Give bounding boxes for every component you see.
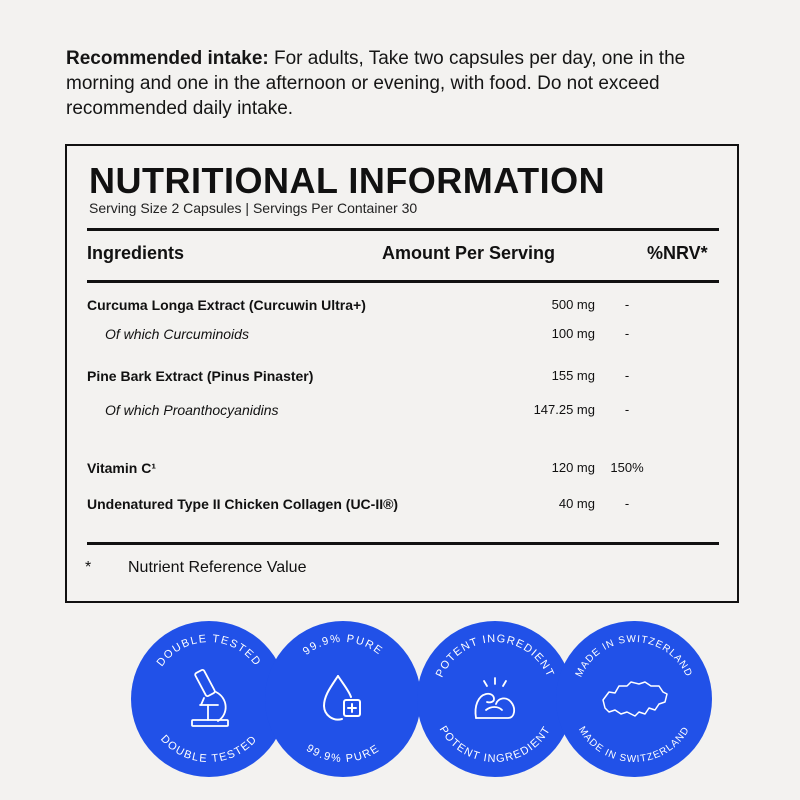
ingredient-amount: 40 mg (558, 496, 595, 511)
badge-potent-ingredient (416, 620, 574, 778)
header-nrv: %NRV* (647, 243, 708, 263)
badge-bottom-text: DOUBLE TESTED (158, 732, 260, 766)
badges-row (0, 620, 800, 780)
footnote-text: Nutrient Reference Value (128, 559, 307, 576)
ingredient-name: Of which Curcuminoids (105, 326, 249, 342)
divider-bottom (87, 542, 719, 545)
badge-bottom-text: MADE IN SWITZERLAND (575, 724, 693, 766)
recommended-intake (66, 46, 746, 121)
table-row (67, 460, 737, 480)
ingredient-name: Of which Proanthocyanidins (105, 402, 279, 418)
badge-top-text: MADE IN SWITZERLAND (573, 633, 695, 680)
badge-made-in-switzerland (555, 620, 713, 778)
ingredient-nrv: 150% (610, 460, 644, 475)
ingredient-name: Pine Bark Extract (Pinus Pinaster) (87, 368, 314, 384)
header-ingredients: Ingredients (87, 243, 185, 263)
badge-top-text: DOUBLE TESTED (154, 632, 264, 669)
ingredient-nrv: - (624, 326, 630, 341)
ingredient-amount: 100 mg (551, 326, 595, 341)
table-row (67, 496, 737, 516)
badge-top-text: POTENT INGREDIENT (433, 632, 557, 680)
ingredient-name: Undenatured Type II Chicken Collagen (UC-II®) (87, 496, 399, 512)
ingredient-amount: 500 mg (551, 297, 595, 312)
nutrition-panel (65, 144, 739, 603)
intake-label: Recommended intake: (66, 48, 269, 69)
ingredient-name: Vitamin C¹ (87, 460, 156, 476)
table-row (67, 326, 737, 346)
footnote-symbol: * (85, 559, 92, 576)
ingredient-nrv: - (624, 496, 630, 511)
table-row (67, 402, 737, 422)
ingredient-name: Curcuma Longa Extract (Curcuwin Ultra+) (87, 297, 366, 313)
ingredient-amount: 147.25 mg (533, 402, 595, 417)
panel-title: NUTRITIONAL INFORMATION (89, 160, 606, 201)
ingredient-nrv: - (624, 297, 630, 312)
badge-bottom-text: 99.9% PURE (303, 742, 383, 766)
divider-top (87, 228, 719, 231)
panel-subtitle: Serving Size 2 Capsules | Servings Per Container 30 (89, 200, 418, 216)
intake-text: For adults, Take two capsules per day, one in the morning and one in the afternoon or evening, with food. Do not exceed recommended daily intake. (66, 48, 686, 119)
table-row (67, 297, 737, 317)
ingredient-nrv: - (624, 368, 630, 383)
badge-top-text: 99.9% PURE (300, 632, 386, 658)
badge-pure (264, 620, 422, 778)
badge-bottom-text: POTENT INGREDIENT (436, 723, 554, 766)
table-row (67, 368, 737, 388)
divider-header (87, 280, 719, 283)
header-amount: Amount Per Serving (382, 243, 556, 263)
ingredient-amount: 120 mg (551, 460, 595, 475)
ingredient-amount: 155 mg (551, 368, 595, 383)
ingredient-nrv: - (624, 402, 630, 417)
